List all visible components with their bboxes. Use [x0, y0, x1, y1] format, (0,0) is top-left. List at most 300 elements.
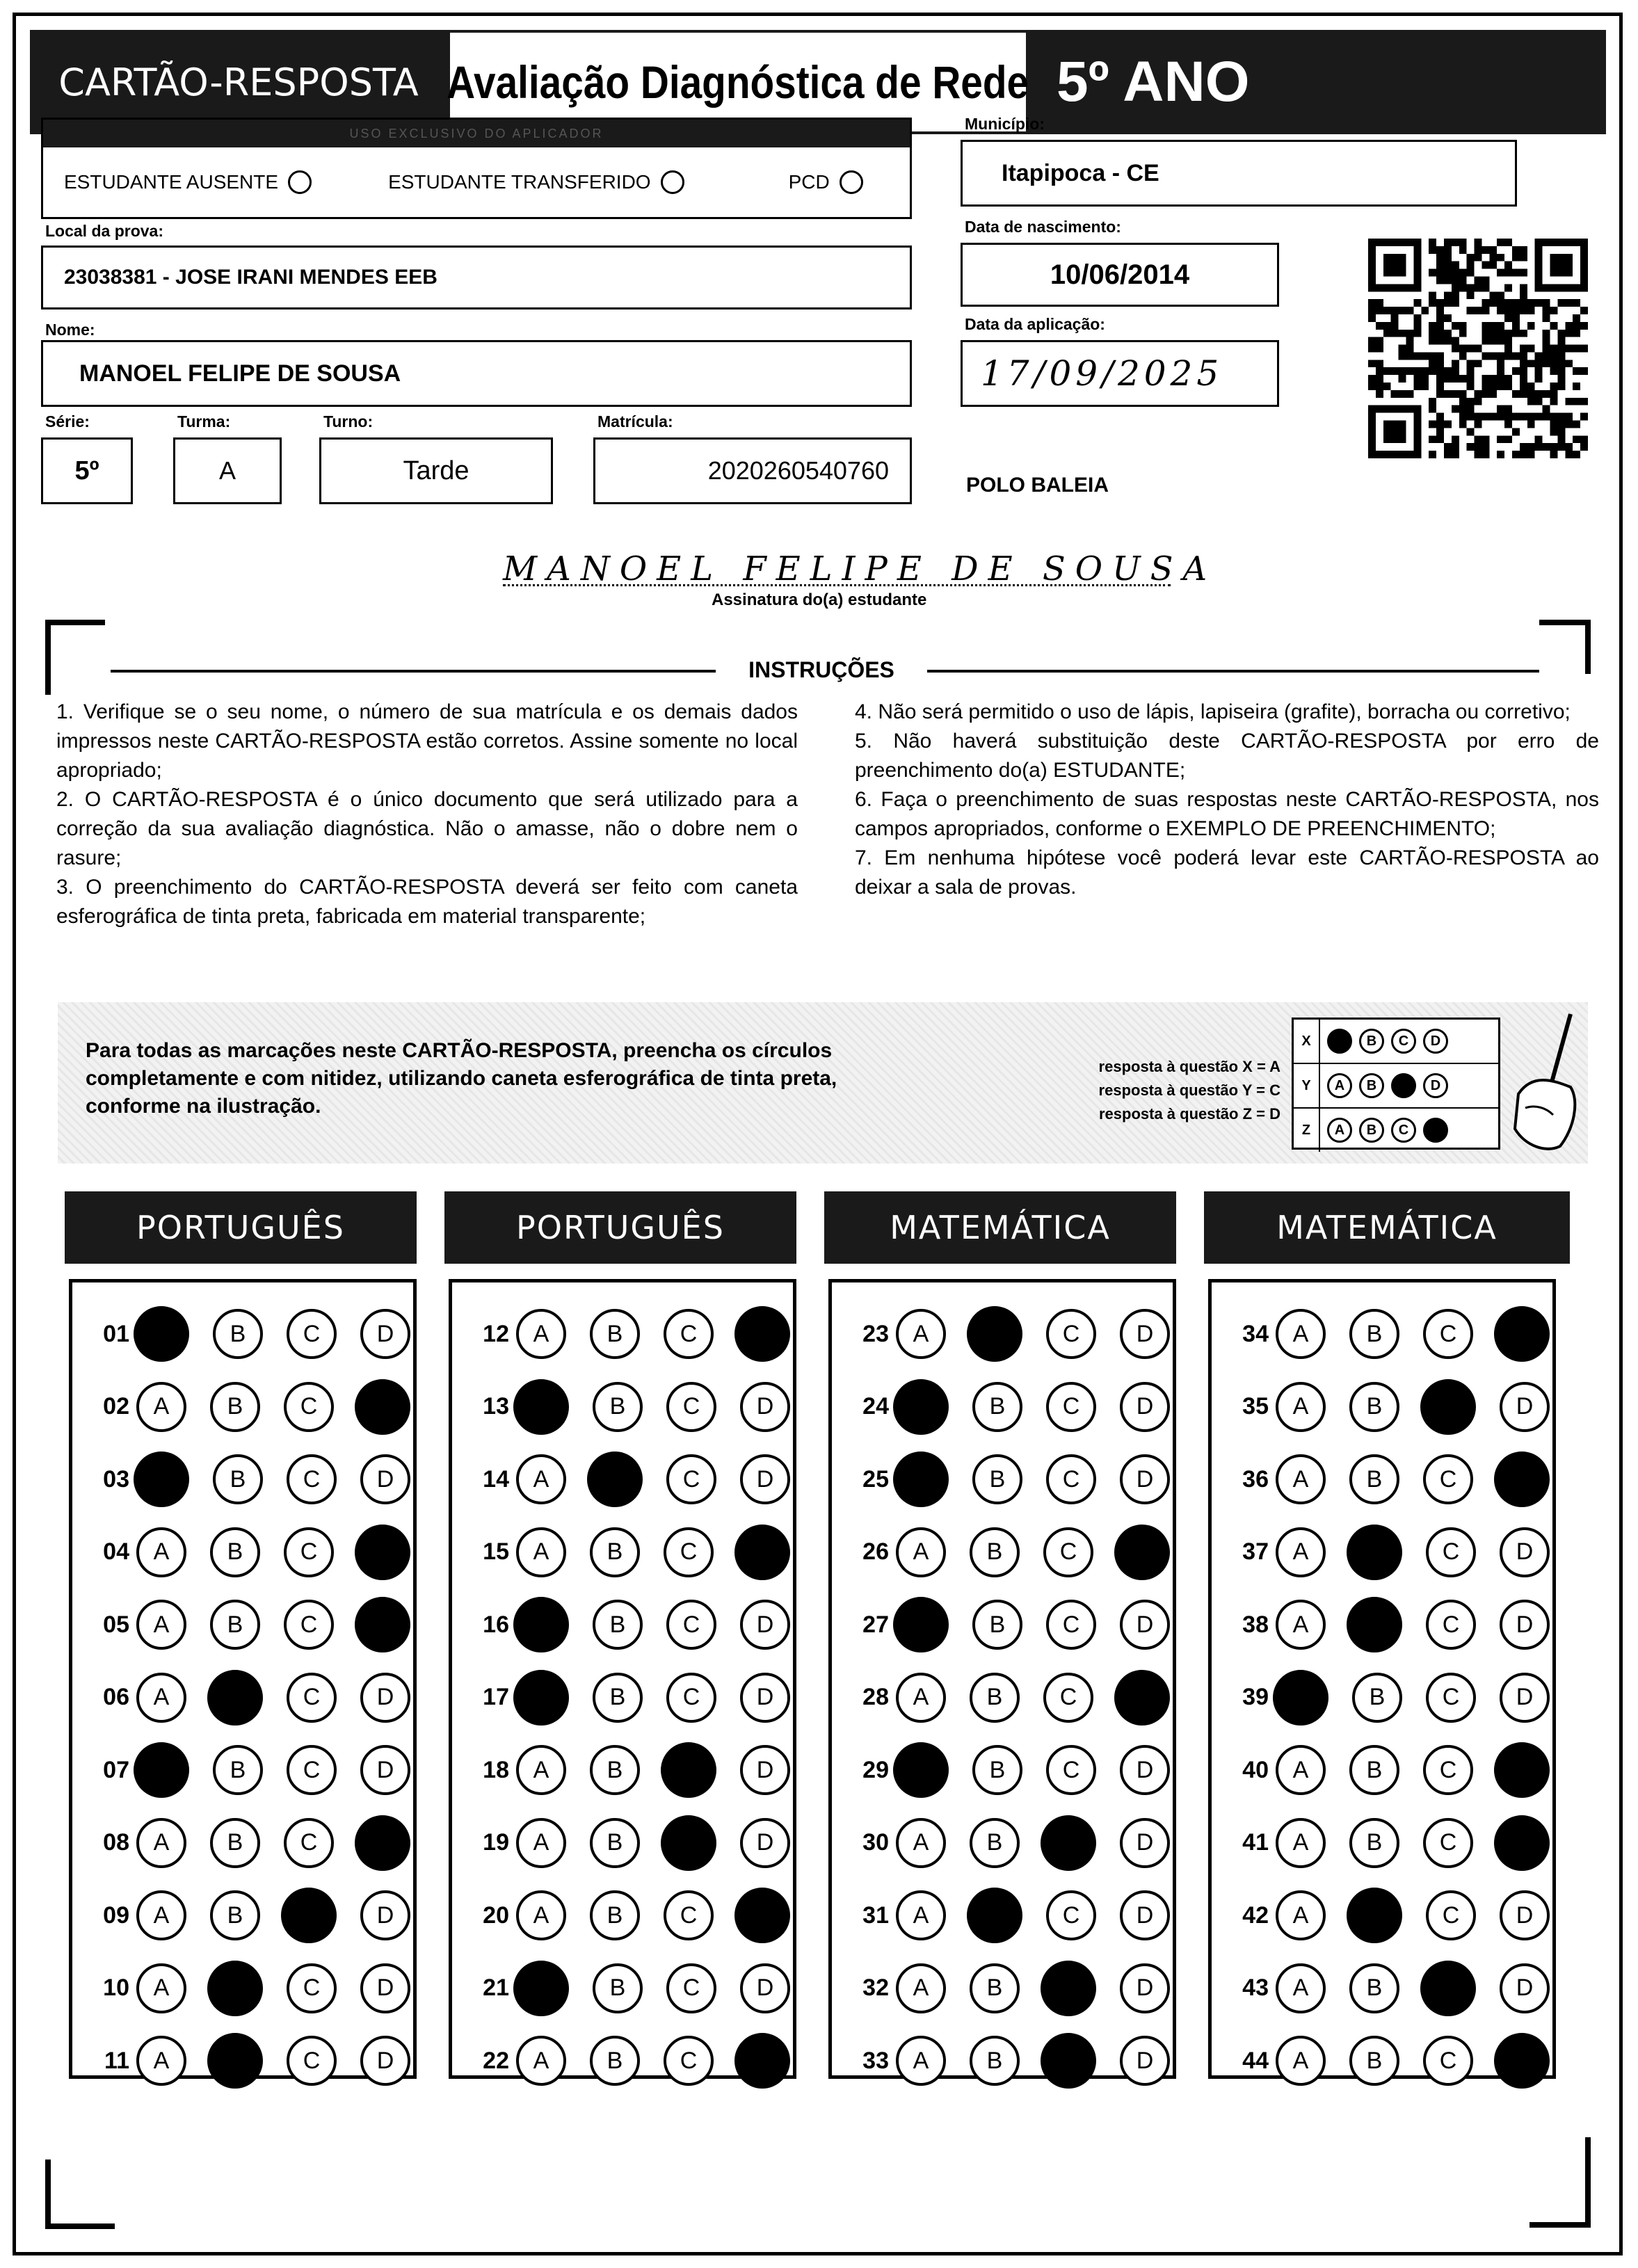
answer-bubble-c[interactable]: C: [1041, 1961, 1096, 2016]
answer-bubble-c[interactable]: C: [666, 1600, 716, 1650]
answer-bubble-b[interactable]: B: [970, 1963, 1020, 2013]
answer-bubble-d[interactable]: D: [740, 1600, 790, 1650]
answer-bubble-c[interactable]: C: [1046, 1600, 1096, 1650]
answer-bubble-a[interactable]: A: [136, 1527, 186, 1577]
answer-bubble-c[interactable]: C: [1420, 1379, 1476, 1435]
answer-bubble-a[interactable]: A: [1276, 1600, 1326, 1650]
example-legend: [1037, 1055, 1280, 1126]
answer-bubble-a[interactable]: A: [136, 1600, 186, 1650]
answer-bubble-a[interactable]: A: [136, 1890, 186, 1940]
answer-bubble-b[interactable]: B: [970, 2036, 1020, 2086]
answer-bubble-a[interactable]: A: [136, 1382, 186, 1432]
answer-bubble-a[interactable]: A: [134, 1742, 189, 1798]
question-number: 21: [483, 1975, 509, 2001]
question-row: [832, 1589, 1173, 1661]
example-bubble-d: D: [1423, 1029, 1448, 1054]
answer-bubble-b[interactable]: B: [590, 1818, 640, 1868]
answer-bubble-c[interactable]: C: [664, 1527, 714, 1577]
question-number: 15: [483, 1538, 509, 1565]
section-title: PORTUGUÊS: [444, 1191, 796, 1264]
answer-bubble-b[interactable]: B: [593, 1963, 643, 2013]
answer-bubble-d[interactable]: D: [1120, 1963, 1170, 2013]
answer-bubble-b[interactable]: B: [593, 1382, 643, 1432]
section-title: PORTUGUÊS: [65, 1191, 417, 1264]
question-number: 33: [862, 2047, 889, 2074]
example-row: [1294, 1109, 1498, 1152]
answer-bubble-a[interactable]: A: [1276, 1527, 1326, 1577]
answer-bubble-d[interactable]: D: [1120, 1745, 1170, 1795]
answer-bubble-a[interactable]: A: [134, 1451, 189, 1507]
answer-bubble-b[interactable]: B: [972, 1745, 1022, 1795]
answer-bubble-b[interactable]: B: [970, 1673, 1020, 1723]
qr-code-icon: [1368, 239, 1588, 458]
turma-label: Turma:: [177, 412, 231, 431]
question-row: [452, 1371, 793, 1443]
answer-bubble-b[interactable]: B: [1347, 1888, 1402, 1943]
answer-bubble-a[interactable]: A: [516, 1818, 566, 1868]
turno-field: [319, 437, 553, 504]
answer-bubble-d[interactable]: D: [734, 1888, 790, 1943]
answer-bubble-d[interactable]: D: [360, 1454, 410, 1504]
legend-x: resposta à questão X = A: [1098, 1058, 1280, 1075]
answer-bubble-d[interactable]: D: [360, 1309, 410, 1359]
answer-bubble-b[interactable]: B: [207, 1961, 263, 2016]
answer-bubble-b[interactable]: B: [970, 1818, 1020, 1868]
answer-bubble-c[interactable]: C: [284, 1527, 334, 1577]
answer-bubble-b[interactable]: B: [1349, 1382, 1399, 1432]
answer-bubble-d[interactable]: D: [1500, 1963, 1550, 2013]
answer-bubble-c[interactable]: C: [1426, 1673, 1476, 1723]
answer-bubble-c[interactable]: C: [1423, 2036, 1473, 2086]
answer-bubble-a[interactable]: A: [513, 1670, 569, 1726]
question-number: 07: [103, 1756, 129, 1783]
answer-bubble-b[interactable]: B: [967, 1306, 1022, 1362]
answer-bubble-c[interactable]: C: [1043, 1527, 1093, 1577]
question-row: [452, 1298, 793, 1370]
absent-label: ESTUDANTE AUSENTE: [64, 171, 279, 193]
question-number: 44: [1242, 2047, 1269, 2074]
question-row: [452, 1516, 793, 1589]
question-number: 23: [862, 1320, 889, 1347]
answer-bubble-c[interactable]: C: [287, 1454, 337, 1504]
question-row: [1212, 1952, 1552, 2025]
answer-bubble-c[interactable]: C: [1043, 1673, 1093, 1723]
answer-bubble-d[interactable]: D: [1494, 1306, 1550, 1362]
question-row: [72, 1952, 413, 2025]
answer-bubble-b[interactable]: B: [213, 1454, 263, 1504]
grade-title: 5º ANO: [1057, 50, 1250, 113]
answer-bubble-d[interactable]: D: [360, 1673, 410, 1723]
question-row: [72, 2025, 413, 2097]
answer-bubble-c[interactable]: C: [284, 1382, 334, 1432]
instructions-rule-right: [927, 670, 1539, 673]
question-number: 37: [1242, 1538, 1269, 1565]
answer-bubble-c[interactable]: C: [666, 1454, 716, 1504]
answer-bubble-c[interactable]: C: [664, 2036, 714, 2086]
question-row: [452, 1589, 793, 1661]
question-number: 32: [862, 1975, 889, 2001]
answer-bubble-c[interactable]: C: [1423, 1745, 1473, 1795]
answer-bubble-a[interactable]: A: [1276, 1963, 1326, 2013]
answer-bubble-b[interactable]: B: [210, 1818, 260, 1868]
answer-bubble-a[interactable]: A: [1276, 1454, 1326, 1504]
aplicacao-label: Data da aplicação:: [965, 315, 1105, 333]
answer-bubble-a[interactable]: A: [513, 1961, 569, 2016]
answer-bubble-d[interactable]: D: [734, 1306, 790, 1362]
answer-bubble-a[interactable]: A: [136, 1818, 186, 1868]
example-grid: [1292, 1018, 1500, 1150]
question-number: 31: [862, 1901, 889, 1929]
answer-bubble-a[interactable]: A: [136, 1673, 186, 1723]
turno-label: Turno:: [323, 412, 374, 431]
answer-bubble-a[interactable]: A: [893, 1742, 949, 1798]
answer-bubble-a[interactable]: A: [1276, 1890, 1326, 1940]
answer-bubble-a[interactable]: A: [1276, 1745, 1326, 1795]
answer-bubble-b[interactable]: B: [593, 1673, 643, 1723]
answer-bubble-b[interactable]: B: [210, 1527, 260, 1577]
question-row: [832, 1298, 1173, 1370]
answer-bubble-a[interactable]: A: [896, 1963, 946, 2013]
nascimento-label: Data de nascimento:: [965, 218, 1121, 236]
matricula-label: Matrícula:: [597, 412, 673, 431]
answer-bubble-a[interactable]: A: [516, 1890, 566, 1940]
answer-bubble-a[interactable]: A: [896, 1890, 946, 1940]
matricula-value: 2020260540760: [707, 456, 889, 485]
answer-bubble-c[interactable]: C: [1423, 1818, 1473, 1868]
answer-bubble-d[interactable]: D: [740, 1745, 790, 1795]
answer-bubble-d[interactable]: D: [360, 1890, 410, 1940]
answer-bubble-b[interactable]: B: [210, 1382, 260, 1432]
applicator-box: [41, 118, 912, 219]
answer-bubble-d[interactable]: D: [1500, 1600, 1550, 1650]
question-number: 22: [483, 2047, 509, 2074]
municipio-value: Itapipoca - CE: [1002, 159, 1159, 186]
answer-bubble-a[interactable]: A: [896, 1527, 946, 1577]
transferred-checkbox[interactable]: [661, 170, 684, 194]
aplicacao-value-handwritten: 17/09/2025: [981, 353, 1223, 394]
question-number: 09: [103, 1901, 129, 1929]
answer-bubble-d[interactable]: D: [1120, 1454, 1170, 1504]
question-row: [452, 1734, 793, 1806]
example-bubble-a: A: [1327, 1029, 1352, 1054]
answer-bubble-b[interactable]: B: [1347, 1525, 1402, 1580]
question-number: 41: [1242, 1829, 1269, 1856]
question-row: [452, 1879, 793, 1952]
example-bubble-d: D: [1423, 1118, 1448, 1143]
question-number: 42: [1242, 1901, 1269, 1929]
instruction-6: 6. Faça o preenchimento de suas respostas neste CARTÃO-RESPOSTA, nos campos apropriados, conforme o EXEMPLO DE PREENCHIMENTO;: [855, 788, 1599, 840]
example-row: [1294, 1020, 1498, 1064]
answer-bubble-d[interactable]: D: [1494, 1815, 1550, 1871]
answer-bubble-c[interactable]: C: [666, 1963, 716, 2013]
question-number: 26: [862, 1538, 889, 1565]
question-number: 30: [862, 1829, 889, 1856]
answer-bubble-d[interactable]: D: [355, 1597, 410, 1652]
question-row: [72, 1662, 413, 1734]
answer-bubble-b[interactable]: B: [1347, 1597, 1402, 1652]
municipio-label: Município:: [965, 115, 1045, 133]
example-bubble-b: B: [1359, 1118, 1384, 1143]
answer-bubble-b[interactable]: B: [967, 1888, 1022, 1943]
answer-bubble-b[interactable]: B: [590, 1309, 640, 1359]
answer-bubble-d[interactable]: D: [1120, 1890, 1170, 1940]
municipio-field: [961, 140, 1517, 207]
question-row: [832, 1879, 1173, 1952]
answer-bubble-a[interactable]: A: [893, 1379, 949, 1435]
local-field: [41, 246, 912, 309]
question-row: [1212, 1371, 1552, 1443]
answer-bubble-a[interactable]: A: [136, 1963, 186, 2013]
question-number: 24: [862, 1393, 889, 1419]
answer-bubble-d[interactable]: D: [1500, 1527, 1550, 1577]
serie-field: [41, 437, 133, 504]
question-number: 39: [1242, 1684, 1269, 1710]
answer-bubble-b[interactable]: B: [1349, 2036, 1399, 2086]
answer-bubble-c[interactable]: C: [287, 1963, 337, 2013]
answer-bubble-a[interactable]: A: [1273, 1670, 1328, 1726]
answer-bubble-a[interactable]: A: [893, 1451, 949, 1507]
answer-bubble-b[interactable]: B: [590, 2036, 640, 2086]
instructions-right: [855, 698, 1599, 902]
question-number: 02: [103, 1393, 129, 1419]
instruction-1: 1. Verifique se o seu nome, o número de sua matrícula e os demais dados impressos neste CARTÃO-RESPOSTA estão corretos. Assine somente no local apropriado;: [56, 700, 798, 782]
example-text: Para todas as marcações neste CARTÃO-RESPOSTA, preencha os círculos completamente e com nitidez, utilizando caneta esferográfica de tinta preta, conforme na ilustração.: [86, 1039, 837, 1118]
transferred-label: ESTUDANTE TRANSFERIDO: [388, 171, 651, 193]
answer-bubble-c[interactable]: C: [1423, 1454, 1473, 1504]
example-bubble-c: C: [1391, 1029, 1416, 1054]
example-bubble-a: A: [1327, 1073, 1352, 1098]
answer-bubble-c[interactable]: C: [661, 1742, 716, 1798]
absent-checkbox[interactable]: [288, 170, 312, 194]
answer-bubble-c[interactable]: C: [1046, 1309, 1096, 1359]
answer-bubble-c[interactable]: C: [287, 1745, 337, 1795]
answer-bubble-a[interactable]: A: [516, 2036, 566, 2086]
answer-bubble-d[interactable]: D: [734, 1525, 790, 1580]
answer-bubble-b[interactable]: B: [590, 1745, 640, 1795]
question-number: 13: [483, 1393, 509, 1419]
answer-bubble-a[interactable]: A: [1276, 2036, 1326, 2086]
answer-bubble-c[interactable]: C: [284, 1600, 334, 1650]
answer-bubble-a[interactable]: A: [516, 1454, 566, 1504]
answer-bubble-b[interactable]: B: [1349, 1745, 1399, 1795]
answer-bubble-a[interactable]: A: [513, 1597, 569, 1652]
answer-bubble-c[interactable]: C: [1041, 2033, 1096, 2089]
example-bubble-b: B: [1359, 1029, 1384, 1054]
question-row: [832, 1952, 1173, 2025]
answer-bubble-d[interactable]: D: [1500, 1382, 1550, 1432]
answer-bubble-b[interactable]: B: [972, 1600, 1022, 1650]
answer-bubble-a[interactable]: A: [516, 1745, 566, 1795]
answer-bubble-a[interactable]: A: [893, 1597, 949, 1652]
example-row: [1294, 1064, 1498, 1109]
local-value: 23038381 - JOSE IRANI MENDES EEB: [64, 266, 437, 289]
answer-bubble-b[interactable]: B: [1352, 1673, 1402, 1723]
answer-bubble-b[interactable]: B: [210, 1890, 260, 1940]
question-number: 25: [862, 1465, 889, 1493]
answer-bubble-d[interactable]: D: [360, 1963, 410, 2013]
answer-bubble-c[interactable]: C: [287, 2036, 337, 2086]
question-row: [72, 1516, 413, 1589]
instructions-rule-left: [111, 670, 716, 673]
question-row: [452, 1662, 793, 1734]
answer-bubble-c[interactable]: C: [1426, 1527, 1476, 1577]
answer-bubble-d[interactable]: D: [740, 1382, 790, 1432]
answer-bubble-b[interactable]: B: [1349, 1454, 1399, 1504]
answer-bubble-d[interactable]: D: [355, 1525, 410, 1580]
answer-bubble-d[interactable]: D: [355, 1815, 410, 1871]
answer-bubble-c[interactable]: C: [1046, 1382, 1096, 1432]
example-row-label: Z: [1294, 1109, 1320, 1152]
question-number: 04: [103, 1538, 129, 1565]
answer-bubble-b[interactable]: B: [972, 1454, 1022, 1504]
answer-bubble-d[interactable]: D: [740, 1454, 790, 1504]
answer-bubble-d[interactable]: D: [740, 1963, 790, 2013]
answer-bubble-a[interactable]: A: [1276, 1382, 1326, 1432]
answer-bubble-b[interactable]: B: [213, 1745, 263, 1795]
question-number: 05: [103, 1611, 129, 1638]
answer-bubble-c[interactable]: C: [1046, 1454, 1096, 1504]
answer-bubble-c[interactable]: C: [661, 1815, 716, 1871]
legend-y: resposta à questão Y = C: [1098, 1081, 1280, 1099]
answer-bubble-c[interactable]: C: [287, 1673, 337, 1723]
pcd-label: PCD: [788, 171, 830, 193]
question-row: [832, 1516, 1173, 1589]
example-bubble-c: C: [1391, 1073, 1416, 1098]
answer-bubble-c[interactable]: C: [1046, 1745, 1096, 1795]
question-row: [832, 1662, 1173, 1734]
answer-bubble-d[interactable]: D: [1500, 1673, 1550, 1723]
answer-bubble-c[interactable]: C: [1041, 1815, 1096, 1871]
answer-bubble-c[interactable]: C: [281, 1888, 337, 1943]
answer-bubble-a[interactable]: A: [1276, 1309, 1326, 1359]
polo-label: POLO BALEIA: [966, 474, 1109, 497]
question-number: 01: [103, 1320, 129, 1347]
answer-bubble-b[interactable]: B: [207, 1670, 263, 1726]
answer-bubble-d[interactable]: D: [740, 1673, 790, 1723]
question-number: 20: [483, 1901, 509, 1929]
answer-bubble-c[interactable]: C: [284, 1818, 334, 1868]
answer-bubble-d[interactable]: D: [1120, 2036, 1170, 2086]
answer-bubble-a[interactable]: A: [136, 2036, 186, 2086]
answer-bubble-a[interactable]: A: [896, 1818, 946, 1868]
answer-bubble-a[interactable]: A: [513, 1379, 569, 1435]
answer-bubble-d[interactable]: D: [1494, 1451, 1550, 1507]
answer-bubble-c[interactable]: C: [664, 1309, 714, 1359]
nascimento-field: [961, 243, 1279, 307]
question-row: [1212, 1443, 1552, 1515]
answer-bubble-b[interactable]: B: [590, 1527, 640, 1577]
answer-bubble-b[interactable]: B: [213, 1309, 263, 1359]
answer-bubble-c[interactable]: C: [287, 1309, 337, 1359]
section-title: MATEMÁTICA: [1204, 1191, 1570, 1264]
answer-bubble-b[interactable]: B: [1349, 1963, 1399, 2013]
answer-bubble-c[interactable]: C: [664, 1890, 714, 1940]
answer-bubble-c[interactable]: C: [1046, 1890, 1096, 1940]
question-row: [72, 1443, 413, 1515]
answer-bubble-d[interactable]: D: [355, 1379, 410, 1435]
answer-bubble-d[interactable]: D: [734, 2033, 790, 2089]
answer-bubble-d[interactable]: D: [1114, 1670, 1170, 1726]
answer-bubble-d[interactable]: D: [1120, 1600, 1170, 1650]
signature-line[interactable]: [503, 545, 1217, 588]
answer-bubble-b[interactable]: B: [207, 2033, 263, 2089]
question-row: [72, 1298, 413, 1370]
answer-bubble-b[interactable]: B: [970, 1527, 1020, 1577]
answer-bubble-d[interactable]: D: [1114, 1525, 1170, 1580]
answer-bubble-b[interactable]: B: [210, 1600, 260, 1650]
answer-bubble-d[interactable]: D: [1494, 2033, 1550, 2089]
answer-bubble-c[interactable]: C: [1426, 1890, 1476, 1940]
answer-bubble-a[interactable]: A: [896, 2036, 946, 2086]
example-bubble-c: C: [1391, 1118, 1416, 1143]
answer-bubble-b[interactable]: B: [1349, 1309, 1399, 1359]
answer-bubble-a[interactable]: A: [516, 1527, 566, 1577]
answer-bubble-a[interactable]: A: [516, 1309, 566, 1359]
pen-hand-icon: [1504, 1011, 1581, 1157]
question-row: [72, 1807, 413, 1879]
question-row: [832, 2025, 1173, 2097]
example-row-label: X: [1294, 1020, 1320, 1063]
answer-bubble-b[interactable]: B: [972, 1382, 1022, 1432]
answer-bubble-d[interactable]: D: [740, 1818, 790, 1868]
answer-bubble-a[interactable]: A: [134, 1306, 189, 1362]
question-number: 19: [483, 1829, 509, 1856]
question-number: 17: [483, 1684, 509, 1710]
pcd-checkbox[interactable]: [840, 170, 863, 194]
answer-bubble-a[interactable]: A: [896, 1673, 946, 1723]
answer-bubble-d[interactable]: D: [1120, 1818, 1170, 1868]
answer-bubble-b[interactable]: B: [1349, 1818, 1399, 1868]
answer-bubble-b[interactable]: B: [587, 1451, 643, 1507]
answer-bubble-d[interactable]: D: [1494, 1742, 1550, 1798]
applicator-strip: USO EXCLUSIVO DO APLICADOR: [43, 120, 910, 147]
question-number: 11: [104, 2047, 129, 2074]
answer-bubble-d[interactable]: D: [1120, 1382, 1170, 1432]
answer-bubble-d[interactable]: D: [360, 2036, 410, 2086]
question-row: [832, 1443, 1173, 1515]
question-number: 06: [103, 1684, 129, 1710]
answer-bubble-c[interactable]: C: [1426, 1600, 1476, 1650]
aplicacao-field[interactable]: [961, 340, 1279, 407]
answer-bubble-d[interactable]: D: [360, 1745, 410, 1795]
question-row: [72, 1589, 413, 1661]
answer-panel: [69, 1279, 417, 2079]
answer-bubble-a[interactable]: A: [896, 1309, 946, 1359]
name-field: [41, 340, 912, 407]
answer-bubble-c[interactable]: C: [666, 1382, 716, 1432]
answer-bubble-d[interactable]: D: [1120, 1309, 1170, 1359]
answer-bubble-d[interactable]: D: [1500, 1890, 1550, 1940]
question-number: 10: [103, 1975, 129, 2001]
serie-value: 5º: [74, 456, 99, 485]
question-number: 12: [483, 1320, 509, 1347]
answer-sheet: [13, 13, 1623, 2255]
question-row: [1212, 2025, 1552, 2097]
sheet-title: CARTÃO-RESPOSTA: [58, 60, 419, 104]
question-row: [72, 1879, 413, 1952]
question-number: 03: [103, 1465, 129, 1493]
answer-bubble-a[interactable]: A: [1276, 1818, 1326, 1868]
answer-bubble-c[interactable]: C: [666, 1673, 716, 1723]
instructions-title: INSTRUÇÕES: [748, 657, 894, 682]
question-number: 34: [1242, 1320, 1269, 1347]
header-title-right: [1029, 30, 1606, 134]
answer-bubble-b[interactable]: B: [590, 1890, 640, 1940]
answer-bubble-c[interactable]: C: [1423, 1309, 1473, 1359]
answer-bubble-b[interactable]: B: [593, 1600, 643, 1650]
question-number: 35: [1242, 1393, 1269, 1419]
answer-bubble-c[interactable]: C: [1420, 1961, 1476, 2016]
